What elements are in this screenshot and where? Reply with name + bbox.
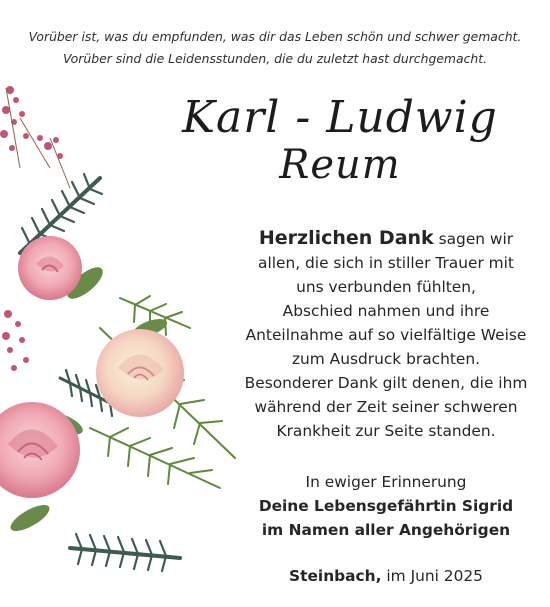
poem-line-1: Vorüber ist, was du empfunden, was dir das Leben schön und schwer gemacht.	[28, 29, 522, 44]
signature	[236, 470, 536, 542]
deceased-last-name: Reum	[279, 142, 401, 188]
poem	[0, 26, 550, 70]
place: Steinbach,	[289, 567, 382, 585]
message-line: Abschied nahmen und ihre	[282, 302, 490, 320]
thank-you-message	[236, 226, 536, 443]
message-line-lead	[236, 226, 536, 251]
message-line: Krankheit zur Seite standen.	[276, 422, 496, 440]
message-lead: Herzlichen Dank	[258, 227, 434, 249]
heather-sprigs	[0, 86, 63, 371]
message-line: allen, die sich in stiller Trauer mit	[258, 254, 514, 272]
message-line: Anteilnahme auf so vielfältige Weise	[245, 326, 527, 344]
signature-line-1: Deine Lebensgefährtin Sigrid	[258, 497, 514, 515]
rose-pink-top	[18, 236, 82, 300]
poem-line-2: Vorüber sind die Leidensstunden, die du zuletzt hast durchgemacht.	[62, 51, 488, 66]
message-line: während der Zeit seiner schweren	[254, 398, 518, 416]
message-lead-rest: sagen wir	[438, 230, 514, 248]
place-date	[236, 564, 536, 588]
signature-intro: In ewiger Erinnerung	[305, 473, 467, 491]
rose-cream	[96, 329, 184, 417]
signature-line-2: im Namen aller Angehörigen	[261, 521, 511, 539]
message-line: zum Ausdruck brachten.	[291, 350, 481, 368]
date: im Juni 2025	[386, 567, 483, 585]
message-line: Besonderer Dank gilt denen, die ihm	[244, 374, 528, 392]
rose-pink-bottom	[0, 402, 80, 498]
message-line: uns verbunden fühlten,	[296, 278, 476, 296]
deceased-first-name: Karl - Ludwig	[182, 92, 498, 143]
